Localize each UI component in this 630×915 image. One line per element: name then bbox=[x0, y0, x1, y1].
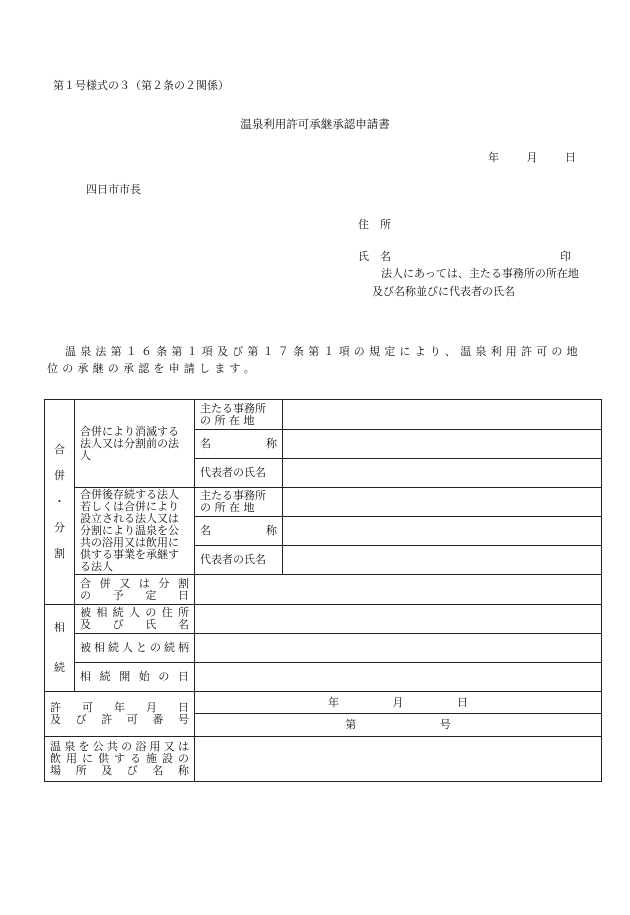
facility-field[interactable] bbox=[195, 737, 602, 782]
inheritance-char: 続 bbox=[54, 661, 65, 674]
merger-char: 分 bbox=[54, 521, 65, 534]
date-day-label: 日 bbox=[565, 151, 576, 164]
application-form-table bbox=[44, 399, 602, 782]
relationship-label bbox=[75, 634, 195, 663]
statement-line2: 位の承継の承認を申請します。 bbox=[47, 362, 259, 375]
heir-line2: 及 び 氏 名 bbox=[80, 618, 189, 631]
surviving-corporation-label: 合併後存続する法人若しくは合併により設立される法人又は分割により温泉を公共の浴用又は飲用に供する事業を承継する法人 bbox=[75, 488, 195, 575]
name-char-a: 名 bbox=[200, 524, 211, 537]
name-char-b: 称 bbox=[266, 524, 277, 537]
name-char-b: 称 bbox=[266, 437, 277, 450]
office-line2: の 所 在 地 bbox=[200, 413, 255, 427]
inheritance-char: 相 bbox=[54, 621, 65, 634]
extinguished-name-field[interactable] bbox=[283, 430, 602, 459]
permit-line2: 及び許可番号 bbox=[50, 713, 189, 726]
permit-month-label: 月 bbox=[392, 695, 404, 709]
inheritance-start-field[interactable] bbox=[195, 663, 602, 692]
merger-char: 併 bbox=[54, 469, 65, 482]
inheritance-header bbox=[45, 605, 75, 692]
facility-location-name-label bbox=[45, 737, 195, 782]
office-line2: の 所 在 地 bbox=[200, 501, 255, 514]
permit-year-label: 年 bbox=[328, 695, 339, 709]
addressee: 四日市市長 bbox=[86, 183, 141, 196]
office-line1: 主たる事務所 bbox=[200, 489, 266, 502]
relationship-text: 被相続人との続柄 bbox=[80, 641, 189, 654]
corporation-note-line1: 法人にあっては、主たる事務所の所在地 bbox=[381, 267, 579, 280]
office-line1: 主たる事務所 bbox=[200, 401, 266, 415]
seal-mark: 印 bbox=[560, 250, 571, 263]
facility-line2: 飲用に供する施設の bbox=[50, 752, 189, 765]
applicant-address-label: 住 所 bbox=[358, 218, 391, 231]
extinguished-office-field[interactable] bbox=[283, 400, 602, 430]
representative-name-label: 代表者の氏名 bbox=[195, 546, 283, 575]
office-location-label bbox=[195, 488, 283, 517]
permit-line1: 許 可 年 月 日 bbox=[50, 701, 189, 714]
date-year-label: 年 bbox=[488, 151, 499, 164]
heir-line1: 被相続人の住所 bbox=[80, 606, 189, 619]
permit-date-field[interactable] bbox=[195, 692, 602, 714]
decedent-field[interactable] bbox=[195, 605, 602, 634]
date-month-label: 月 bbox=[526, 151, 538, 164]
surviving-name-field[interactable] bbox=[283, 517, 602, 546]
name-label bbox=[195, 517, 283, 546]
permit-number-prefix: 第 bbox=[345, 718, 357, 731]
facility-line1: 温泉を公共の浴用又は bbox=[50, 740, 189, 753]
representative-name-label: 代表者の氏名 bbox=[195, 459, 283, 488]
merger-char: ・ bbox=[54, 495, 65, 508]
statement-line1: 温泉法第１６条第１項及び第１７条第１項の規定により、温泉利用許可の地 bbox=[65, 345, 582, 358]
relationship-field[interactable] bbox=[195, 634, 602, 663]
name-char-a: 名 bbox=[200, 437, 211, 450]
merger-split-header bbox=[45, 400, 75, 605]
applicant-name-label: 氏 名 bbox=[358, 250, 391, 263]
office-location-label bbox=[195, 400, 283, 430]
permit-date-number-label bbox=[45, 692, 195, 737]
surviving-representative-field[interactable] bbox=[283, 546, 602, 575]
extinguished-corporation-label: 合併により消滅する法人又は分割前の法人 bbox=[75, 400, 195, 488]
scheduled-date-field[interactable] bbox=[195, 575, 602, 605]
inheritance-start-text: 相続開始の日 bbox=[80, 670, 189, 683]
merger-char: 合 bbox=[54, 443, 65, 456]
extinguished-representative-field[interactable] bbox=[283, 459, 602, 488]
scheduled-line1: 合併又は分割 bbox=[80, 576, 189, 590]
decedent-address-name-label bbox=[75, 605, 195, 634]
permit-day-label: 日 bbox=[457, 695, 468, 709]
scheduled-line2: の 予 定 日 bbox=[80, 588, 189, 602]
application-date bbox=[488, 152, 576, 163]
form-number: 第１号様式の３（第２条の２関係） bbox=[53, 79, 229, 92]
surviving-office-field[interactable] bbox=[283, 488, 602, 517]
application-statement bbox=[47, 343, 592, 377]
corporation-note-line2: 及び名称並びに代表者の氏名 bbox=[372, 285, 515, 298]
scheduled-date-label bbox=[75, 575, 195, 605]
document-title: 温泉利用許可承継承認申請書 bbox=[240, 117, 390, 131]
permit-number-suffix: 号 bbox=[439, 718, 451, 731]
merger-char: 割 bbox=[54, 547, 65, 560]
inheritance-start-label bbox=[75, 663, 195, 692]
permit-number-field[interactable] bbox=[195, 714, 602, 737]
facility-line3: 場 所 及 び 名 称 bbox=[50, 764, 189, 777]
name-label bbox=[195, 430, 283, 459]
